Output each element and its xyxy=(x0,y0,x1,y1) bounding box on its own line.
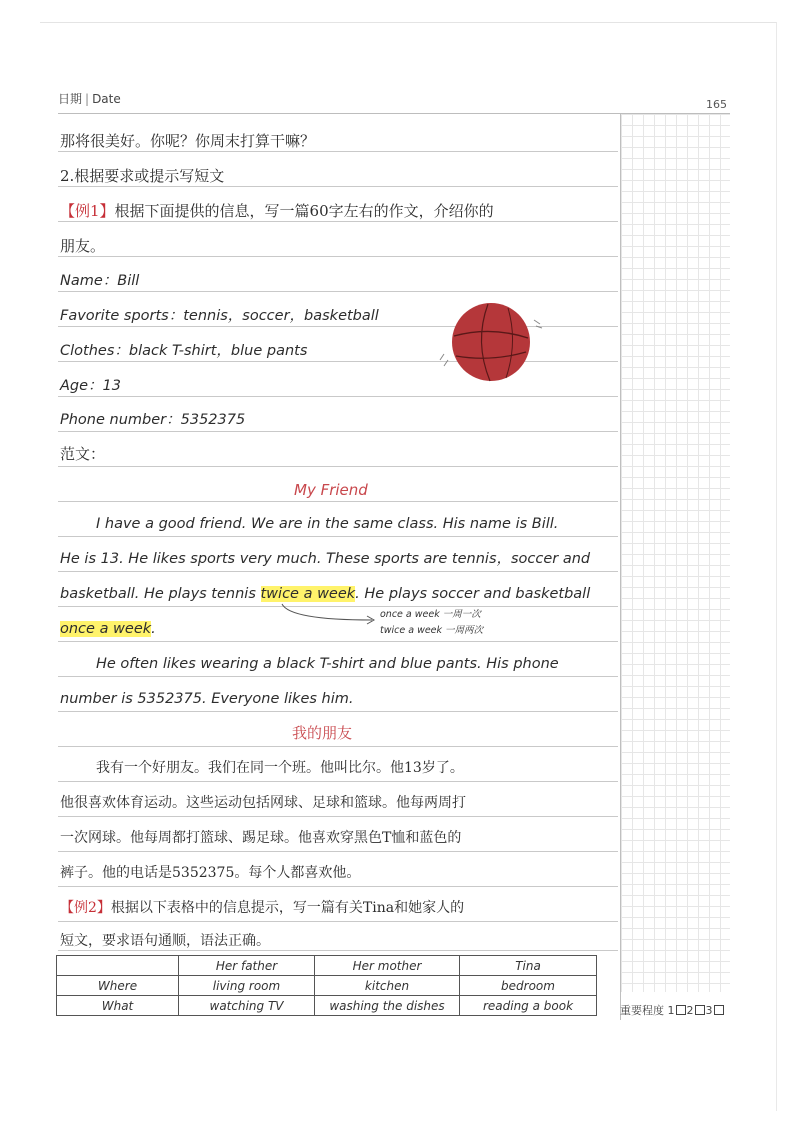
example1-tag: 【例1】 xyxy=(60,202,115,220)
section-heading: 2.根据要求或提示写短文 xyxy=(60,167,225,185)
essay-title-en: My Friend xyxy=(294,481,368,499)
sample-label: 范文： xyxy=(60,445,106,463)
essay-line xyxy=(60,584,590,604)
table-row xyxy=(57,976,597,996)
importance-level-2: 2 xyxy=(686,1004,694,1017)
essay-title-cn: 我的朋友 xyxy=(292,724,353,742)
essay-text: basketball. He plays tennis xyxy=(60,586,261,602)
info-sports: Favorite sports：tennis，soccer，basketball xyxy=(60,308,379,324)
date-label-en: Date xyxy=(92,92,121,106)
highlight-twice-a-week: twice a week xyxy=(260,586,356,602)
example2-text: 根据以下表格中的信息提示，写一篇有关Tina和她家人的 xyxy=(110,900,465,916)
importance-label: 重要程度 xyxy=(620,1004,664,1017)
note-grid xyxy=(621,114,730,992)
table-cell: washing the dishes xyxy=(315,996,460,1016)
highlight-once-a-week: once a week xyxy=(60,621,152,637)
essay-text: . xyxy=(151,621,156,637)
example1-text: 根据下面提供的信息，写一篇60字左右的作文，介绍你的 xyxy=(114,202,494,220)
essay-cn-line: 他很喜欢体育运动。这些运动包括网球、足球和篮球。他每两周打 xyxy=(60,795,466,811)
essay-line: He is 13. He likes sports very much. These sports are tennis，soccer and xyxy=(60,551,591,567)
annotation-once: once a week 一周一次 xyxy=(380,609,481,620)
basketball-icon xyxy=(436,296,552,388)
info-clothes: Clothes：black T-shirt，blue pants xyxy=(60,343,308,359)
essay-line: number is 5352375. Everyone likes him. xyxy=(60,691,354,707)
essay-text: . He plays soccer and basketball xyxy=(355,586,591,602)
importance-level-3: 3 xyxy=(705,1004,713,1017)
table-cell: bedroom xyxy=(460,976,597,996)
importance-rating xyxy=(620,1002,725,1018)
checkbox-icon[interactable] xyxy=(676,1005,686,1015)
essay-cn-line: 一次网球。他每周都打篮球、踢足球。他喜欢穿黑色T恤和蓝色的 xyxy=(60,830,462,846)
example1-prompt-cont: 朋友。 xyxy=(60,237,106,255)
table-cell: What xyxy=(57,996,179,1016)
table-cell: living room xyxy=(179,976,315,996)
example2-prompt xyxy=(60,898,464,918)
info-name: Name：Bill xyxy=(60,273,140,289)
table-header-cell xyxy=(57,956,179,976)
intro-line: 那将很美好。你呢？你周末打算干嘛？ xyxy=(60,132,316,150)
essay-line xyxy=(60,619,156,639)
info-age: Age：13 xyxy=(60,378,121,394)
example2-tag: 【例2】 xyxy=(60,900,111,916)
table-header-cell: Her mother xyxy=(315,956,460,976)
example2-prompt-cont: 短文，要求语句通顺，语法正确。 xyxy=(60,933,270,949)
table-header-cell: Her father xyxy=(179,956,315,976)
date-label-cn: 日期 xyxy=(58,92,83,106)
essay-line: I have a good friend. We are in the same class. His name is Bill. xyxy=(96,516,559,532)
essay-line: He often likes wearing a black T-shirt and blue pants. His phone xyxy=(96,656,559,672)
table-cell: watching TV xyxy=(179,996,315,1016)
info-table xyxy=(56,955,597,1016)
example1-prompt xyxy=(60,201,494,221)
table-header-cell: Tina xyxy=(460,956,597,976)
info-phone: Phone number：5352375 xyxy=(60,412,246,428)
checkbox-icon[interactable] xyxy=(695,1005,705,1015)
essay-cn-line: 裤子。他的电话是5352375。每个人都喜欢他。 xyxy=(60,865,361,881)
table-cell: Where xyxy=(57,976,179,996)
table-row xyxy=(57,996,597,1016)
table-cell: reading a book xyxy=(460,996,597,1016)
annotation-arrow-icon xyxy=(280,602,380,626)
table-header-row xyxy=(57,956,597,976)
table-cell: kitchen xyxy=(315,976,460,996)
annotation-twice: twice a week 一周两次 xyxy=(380,625,484,636)
essay-cn-line: 我有一个好朋友。我们在同一个班。他叫比尔。他13岁了。 xyxy=(96,760,464,776)
importance-level-1: 1 xyxy=(667,1004,675,1017)
page-number: 165 xyxy=(706,98,727,111)
date-header: 日期 | Date xyxy=(58,92,121,106)
checkbox-icon[interactable] xyxy=(714,1005,724,1015)
